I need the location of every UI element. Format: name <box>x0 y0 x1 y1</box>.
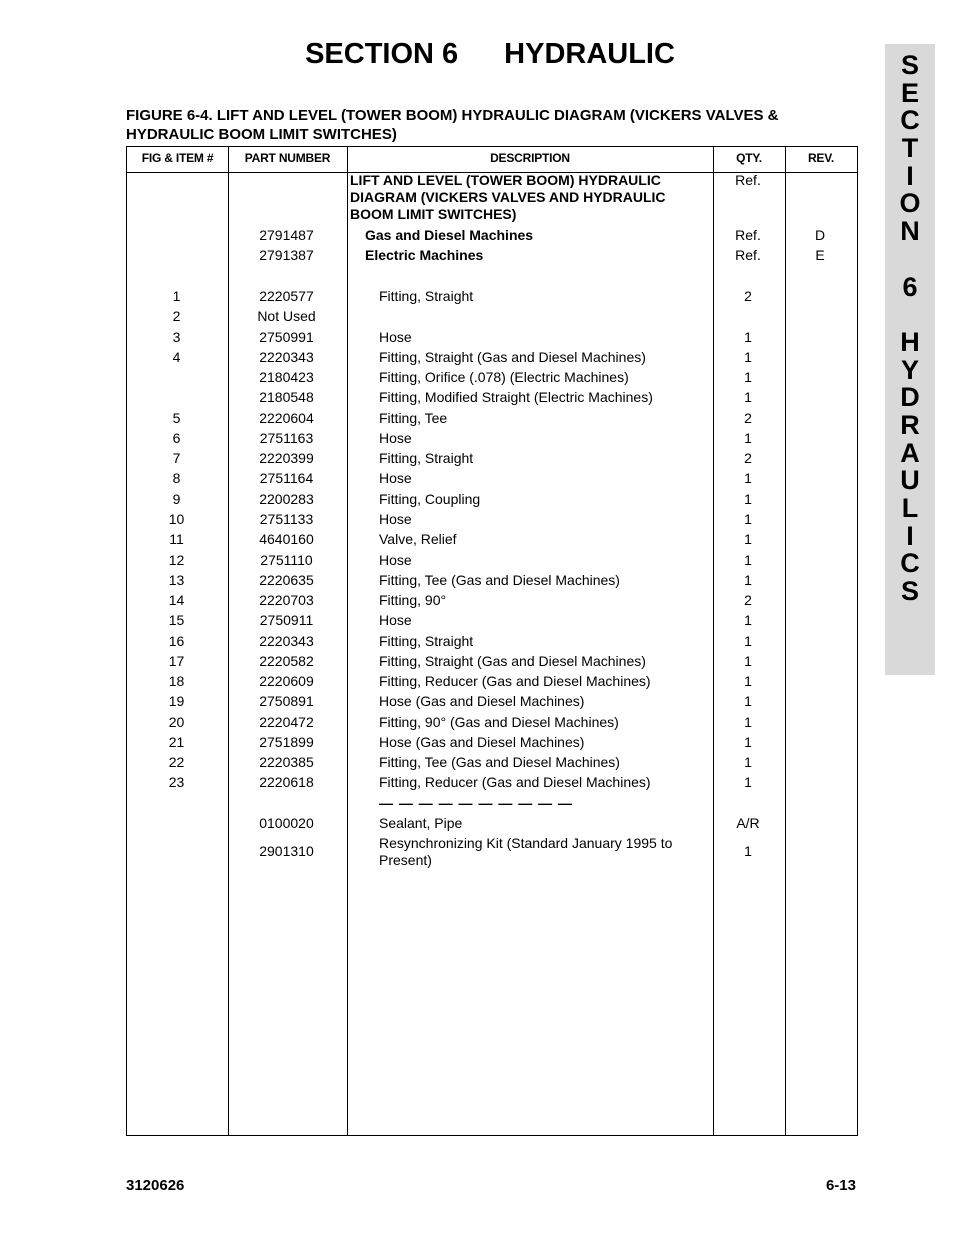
item-number: 22 <box>168 754 185 771</box>
description: Fitting, Orifice (.078) (Electric Machines) <box>379 369 629 386</box>
description: Hose <box>379 328 412 345</box>
description: Fitting, Straight (Gas and Diesel Machines) <box>379 348 646 365</box>
description: Hose <box>379 551 412 568</box>
header-part-number: PART NUMBER <box>244 151 331 165</box>
quantity: 1 <box>744 632 752 649</box>
section-tab-letter: E <box>900 77 919 108</box>
part-number: 2751163 <box>259 429 314 446</box>
section-tab-letter: S <box>900 576 919 607</box>
section-tab-letter: A <box>900 437 920 468</box>
section-tab-letter <box>885 301 935 329</box>
item-number: 15 <box>168 612 185 629</box>
part-number: 2180548 <box>259 389 314 406</box>
heading-line-2: DIAGRAM (VICKERS VALVES AND HYDRAULIC <box>350 189 666 205</box>
part-number: 2220343 <box>259 632 314 649</box>
section-tab-letter: H <box>900 326 920 357</box>
quantity: Ref. <box>735 227 761 243</box>
section-tab-letter: S <box>900 50 919 80</box>
description-line-2: Present) <box>379 852 432 868</box>
part-number: 2220635 <box>259 571 314 588</box>
part-number: 4640160 <box>259 531 314 548</box>
quantity: 2 <box>744 409 752 426</box>
part-number: 0100020 <box>259 815 314 832</box>
heading-description <box>350 172 710 223</box>
item-number: 10 <box>168 510 185 527</box>
section-tab <box>885 44 935 675</box>
item-number: 4 <box>172 348 181 365</box>
part-number: 2220582 <box>259 652 314 669</box>
heading-qty: Ref. <box>735 172 761 188</box>
quantity: 1 <box>744 571 752 588</box>
item-number: 1 <box>172 288 181 304</box>
quantity: 1 <box>744 713 752 730</box>
section-tab-letter: L <box>901 493 919 523</box>
part-number: 2791387 <box>259 247 314 263</box>
description: Hose (Gas and Diesel Machines) <box>379 693 585 710</box>
item-number: 13 <box>168 571 185 588</box>
section-name: HYDRAULIC <box>504 38 675 70</box>
part-number: 2751110 <box>260 551 313 568</box>
quantity: 1 <box>744 843 752 859</box>
section-tab-letter: I <box>906 520 914 551</box>
section-tab-letter: I <box>906 160 914 191</box>
description: Fitting, Straight (Gas and Diesel Machines) <box>379 652 646 669</box>
section-tab-letter: U <box>900 465 920 496</box>
document-number: 3120626 <box>126 1177 185 1194</box>
header-item: FIG & ITEM # <box>141 151 214 165</box>
item-number: 21 <box>168 733 185 750</box>
part-number: 2220399 <box>259 450 314 467</box>
description: Fitting, Modified Straight (Electric Machines) <box>379 389 653 406</box>
part-number: 2220472 <box>259 713 314 730</box>
description: Fitting, Tee <box>379 409 448 426</box>
part-number: 2750891 <box>259 693 314 710</box>
quantity: 1 <box>744 470 752 487</box>
header-qty: QTY. <box>736 151 762 165</box>
page-title <box>0 38 954 71</box>
figure-title-line-2: HYDRAULIC BOOM LIMIT SWITCHES) <box>126 126 397 143</box>
quantity: 2 <box>744 450 752 467</box>
section-tab-letter: 6 <box>902 271 918 302</box>
quantity: 1 <box>744 673 752 690</box>
quantity: 1 <box>744 531 752 548</box>
part-number: Not Used <box>257 308 316 325</box>
item-number: 2 <box>172 308 181 325</box>
description: Fitting, Reducer (Gas and Diesel Machines) <box>379 673 651 690</box>
part-number: 2220343 <box>259 348 314 365</box>
item-number: 16 <box>168 632 185 649</box>
part-number: 2751899 <box>259 733 314 750</box>
section-tab-letters <box>885 52 935 606</box>
section-tab-letter <box>885 246 935 274</box>
part-number: 2180423 <box>259 369 314 386</box>
quantity: 1 <box>744 652 752 669</box>
quantity: 1 <box>744 774 752 791</box>
quantity: 1 <box>744 733 752 750</box>
description: Fitting, Tee (Gas and Diesel Machines) <box>379 754 620 771</box>
item-number: 8 <box>172 470 181 487</box>
header-rev: REV. <box>807 151 835 165</box>
quantity: 1 <box>744 754 752 771</box>
description: Hose <box>379 429 412 446</box>
description: Fitting, 90° (Gas and Diesel Machines) <box>379 713 619 730</box>
item-number: 7 <box>172 450 181 467</box>
quantity: A/R <box>736 815 760 832</box>
quantity: 1 <box>744 693 752 710</box>
item-number: 23 <box>168 774 185 791</box>
item-number: 3 <box>172 328 181 345</box>
item-number: 12 <box>168 551 185 568</box>
page-number: 6-13 <box>825 1177 856 1194</box>
section-tab-letter: C <box>900 548 920 579</box>
item-number: 11 <box>169 531 184 548</box>
item-number: 14 <box>168 592 185 609</box>
part-number: 2220618 <box>259 774 314 791</box>
section-tab-letter: T <box>901 133 919 164</box>
figure-title-line-1: FIGURE 6-4. LIFT AND LEVEL (TOWER BOOM) HYDRAULIC DIAGRAM (VICKERS VALVES & <box>126 107 779 124</box>
column-divider <box>785 147 786 1135</box>
section-tab-letter: Y <box>900 354 919 385</box>
part-number: 2751164 <box>259 470 314 487</box>
part-number: 2220604 <box>259 409 314 426</box>
item-number: 6 <box>172 429 181 446</box>
item-number: 19 <box>168 693 185 710</box>
quantity: 1 <box>744 510 752 527</box>
part-number: 2750991 <box>259 328 314 345</box>
quantity: 1 <box>744 612 752 629</box>
part-number: 2220385 <box>259 754 314 771</box>
quantity: 1 <box>744 389 752 406</box>
description: Fitting, 90° <box>379 592 447 609</box>
part-number: 2220609 <box>259 673 314 690</box>
item-number: 18 <box>168 673 185 690</box>
item-number: 20 <box>168 713 185 730</box>
heading-line-1: LIFT AND LEVEL (TOWER BOOM) HYDRAULIC <box>350 172 661 188</box>
item-number: 17 <box>168 652 185 669</box>
description-line-1: Resynchronizing Kit (Standard January 1995 to <box>379 835 673 851</box>
revision: D <box>814 227 826 243</box>
item-number: 9 <box>172 490 181 507</box>
quantity: 1 <box>744 429 752 446</box>
heading-line-3: BOOM LIMIT SWITCHES) <box>350 206 517 222</box>
description: Fitting, Straight <box>379 450 474 467</box>
quantity: 1 <box>744 490 752 507</box>
section-tab-letter: D <box>900 382 920 413</box>
quantity: 1 <box>744 369 752 386</box>
description: Hose <box>379 612 412 629</box>
section-tab-letter: R <box>900 409 920 440</box>
description: Fitting, Coupling <box>379 490 481 507</box>
header-description: DESCRIPTION <box>490 151 570 165</box>
column-divider <box>347 147 348 1135</box>
separator-line: — — — — — — — — — — <box>379 794 574 811</box>
part-number: 2751133 <box>259 510 314 527</box>
quantity: 1 <box>744 348 752 365</box>
description: Fitting, Tee (Gas and Diesel Machines) <box>379 571 620 588</box>
description: Hose <box>379 470 412 487</box>
part-number: 2750911 <box>259 612 314 629</box>
quantity: 2 <box>744 288 752 304</box>
description: Fitting, Straight <box>379 288 474 304</box>
description <box>350 835 739 869</box>
item-number: 5 <box>172 409 181 426</box>
part-number: 2200283 <box>259 490 314 507</box>
description: Hose <box>379 510 412 527</box>
section-tab-letter: O <box>899 188 921 219</box>
part-number: 2220703 <box>259 592 314 609</box>
quantity: Ref. <box>735 247 761 263</box>
description: Sealant, Pipe <box>379 815 463 832</box>
description: Valve, Relief <box>379 531 457 548</box>
description: Fitting, Straight <box>379 632 474 649</box>
description: Gas and Diesel Machines <box>365 227 534 243</box>
section-tab-letter: N <box>900 216 920 247</box>
description: Electric Machines <box>365 247 484 263</box>
description: Hose (Gas and Diesel Machines) <box>379 733 585 750</box>
section-tab-letter: C <box>900 105 920 136</box>
section-number: SECTION 6 <box>305 38 459 70</box>
revision: E <box>815 247 825 263</box>
part-number: 2901310 <box>259 843 314 859</box>
part-number: 2220577 <box>259 288 314 304</box>
quantity: 1 <box>744 328 752 345</box>
quantity: 1 <box>744 551 752 568</box>
quantity: 2 <box>744 592 752 609</box>
figure-title <box>126 106 846 144</box>
part-number: 2791487 <box>259 227 314 243</box>
description: Fitting, Reducer (Gas and Diesel Machines) <box>379 774 651 791</box>
